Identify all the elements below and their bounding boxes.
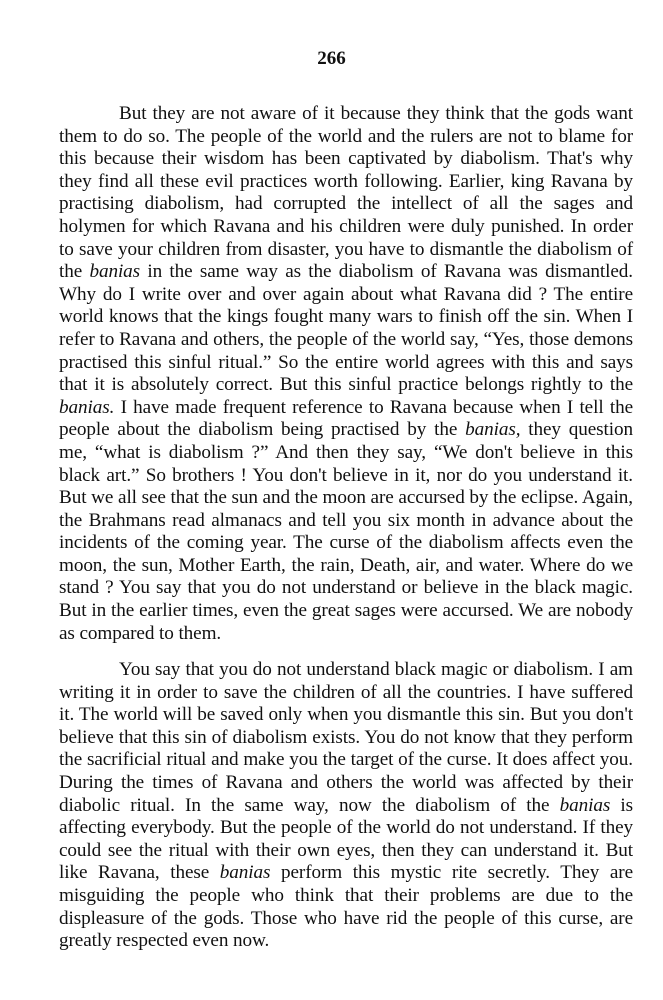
page-number: 266 [317,48,346,69]
text-run: is affecting everybody. But the people of the world do not understand. If they could see the ritual with their own eyes, then they can understand it. But like Ravana, these [59,794,633,884]
italic-term: banias [559,794,611,816]
paragraph-1 [59,103,633,645]
text-run: I have made frequent reference to Ravana because when I tell the people about the diabolism being practised by the [59,396,633,441]
italic-term: banias. [59,396,115,418]
italic-term: banias [219,862,271,884]
italic-term: banias, [465,419,521,441]
italic-term: banias [89,261,141,283]
text-run: But they are not aware of it because they think that the gods want them to do so. The people of the world and the rulers are not to blame for this because their wisdom has been captivated by diabolism. That's why they find all these evil practices worth following. Earlier, king Ravana by practising diabolism, had corrupted the intellect of all the sages and holymen for which Ravana and his children were duly punished. In order to save your children from disaster, you have to dismantle the diabolism of the [59,103,633,283]
text-run: perform this mystic rite secretly. They are misguiding the people who think that their problems are due to the displeasure of the gods. Those who have rid the people of this curse, are greatly respected even now. [59,862,633,952]
paragraph-2 [59,659,633,953]
text-run: they question me, “what is diabolism ?” And then they say, “We don't believe in this black art.” So brothers ! You don't believe in it, nor do you understand it. But we all see that the sun and the moon are accursed by the eclipse. Again, the Brahmans read almanacs and tell you six month in advance about the incidents of the coming year. The curse of the diabolism affects even the moon, the sun, Mother Earth, the rain, Death, air, and water. Where do we stand ? You say that you do not understand or believe in the black magic. But in the earlier times, even the great sages were accursed. We are nobody as compared to them. [59,419,633,644]
text-run: in the same way as the diabolism of Ravana was dismantled. Why do I write over and over again about what Ravana did ? The entire world knows that the kings fought many wars to finish off the sin. When I refer to Ravana and others, the people of the world say, “Yes, those demons practised this sinful ritual.” So the entire world agrees with this and says that it is absolutely correct. But this sinful practice belongs rightly to the [59,261,633,396]
text-run: You say that you do not understand black magic or diabolism. I am writing it in order to save the children of all the countries. I have suffered it. The world will be saved only when you dismantle this sin. But you don't believe that this sin of diabolism exists. You do not know that they perform the sacrificial ritual and make you the target of the curse. It does affect you. During the times of Ravana and others the world was affected by their diabolic ritual. In the same way, now the diabolism of the [59,659,633,816]
